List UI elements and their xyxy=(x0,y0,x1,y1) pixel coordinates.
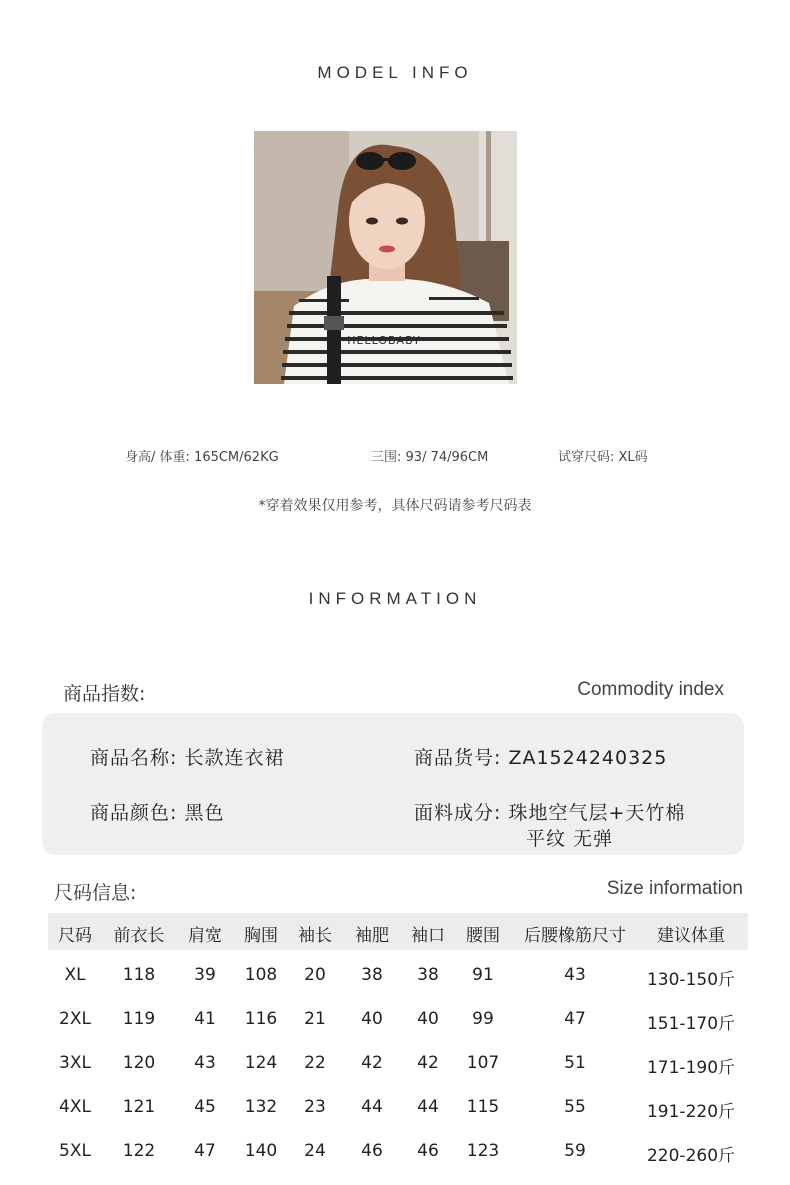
table-header-cell: 建议体重 xyxy=(657,926,725,946)
table-cell-size: 2XL xyxy=(59,1009,91,1029)
table-cell: 55 xyxy=(564,1097,586,1117)
table-cell-size: 5XL xyxy=(59,1141,91,1161)
table-cell: 43 xyxy=(194,1053,216,1073)
fit-note: *穿着效果仅用参考，具体尺码请参考尺码表 xyxy=(258,498,532,514)
model-info-title: MODEL INFO xyxy=(317,63,473,82)
table-header-cell: 后腰橡筋尺寸 xyxy=(524,926,626,946)
table-header-cell: 袖口 xyxy=(411,926,445,946)
table-header-cell: 袖长 xyxy=(298,926,332,946)
table-cell: 151-170斤 xyxy=(646,1014,736,1034)
table-cell: 22 xyxy=(304,1053,326,1073)
table-cell: 130-150斤 xyxy=(646,970,736,990)
table-cell: 123 xyxy=(466,1141,500,1161)
table-cell-size: XL xyxy=(64,965,86,985)
product-sku-value: ZA1524240325 xyxy=(508,747,668,769)
table-cell: 132 xyxy=(244,1097,278,1117)
table-cell: 171-190斤 xyxy=(646,1058,736,1078)
table-cell: 40 xyxy=(417,1009,439,1029)
table-cell: 107 xyxy=(466,1053,500,1073)
information-title: INFORMATION xyxy=(308,589,482,608)
table-cell: 220-260斤 xyxy=(646,1146,736,1166)
table-cell: 40 xyxy=(361,1009,383,1029)
table-cell: 44 xyxy=(361,1097,383,1117)
measure-value: XL码 xyxy=(618,450,648,465)
table-cell: 24 xyxy=(304,1141,326,1161)
table-cell-size: 3XL xyxy=(59,1053,91,1073)
table-cell: 46 xyxy=(417,1141,439,1161)
measure-label: 试穿尺码: xyxy=(558,450,615,465)
product-fabric-value: 珠地空气层+天竹棉 xyxy=(508,802,686,824)
table-cell: 39 xyxy=(194,965,216,985)
table-header-cell: 胸围 xyxy=(244,926,278,946)
table-cell: 121 xyxy=(122,1097,156,1117)
measure-label: 三围: xyxy=(371,450,402,465)
table-cell: 46 xyxy=(361,1141,383,1161)
table-cell: 122 xyxy=(122,1141,156,1161)
table-cell: 23 xyxy=(304,1097,326,1117)
table-cell: 108 xyxy=(244,965,278,985)
shirt-print-text: HELLOBABY xyxy=(347,334,421,347)
table-cell: 191-220斤 xyxy=(646,1102,736,1122)
table-header-cell: 尺码 xyxy=(58,926,92,946)
measure-label: 身高/ 体重: xyxy=(125,450,190,465)
table-cell: 47 xyxy=(564,1009,586,1029)
table-cell: 119 xyxy=(122,1009,156,1029)
table-cell: 20 xyxy=(304,965,326,985)
table-cell: 118 xyxy=(122,965,156,985)
table-cell: 21 xyxy=(304,1009,326,1029)
product-sku-label: 商品货号: xyxy=(414,747,502,769)
commodity-label: 商品指数: xyxy=(63,683,146,705)
table-cell: 38 xyxy=(417,965,439,985)
table-cell: 99 xyxy=(472,1009,494,1029)
table-header-cell: 腰围 xyxy=(466,926,500,946)
product-name-label: 商品名称: xyxy=(90,747,178,769)
table-cell: 115 xyxy=(466,1097,500,1117)
measure-value: 93/ 74/96CM xyxy=(405,450,489,465)
product-fabric-label: 面料成分: xyxy=(414,802,502,824)
table-cell: 43 xyxy=(564,965,586,985)
table-cell: 124 xyxy=(244,1053,278,1073)
product-color-label: 商品颜色: xyxy=(90,802,178,824)
table-cell: 44 xyxy=(417,1097,439,1117)
size-info-en-label: Size information xyxy=(606,878,743,899)
table-cell: 51 xyxy=(564,1053,586,1073)
table-cell: 41 xyxy=(194,1009,216,1029)
table-cell: 42 xyxy=(361,1053,383,1073)
table-cell: 42 xyxy=(417,1053,439,1073)
table-cell: 120 xyxy=(122,1053,156,1073)
table-cell-size: 4XL xyxy=(59,1097,91,1117)
commodity-en-label: Commodity index xyxy=(577,679,724,700)
table-cell: 45 xyxy=(194,1097,216,1117)
measure-value: 165CM/62KG xyxy=(194,450,279,465)
table-cell: 59 xyxy=(564,1141,586,1161)
product-fabric-value-line2: 平纹 无弹 xyxy=(526,828,614,850)
table-cell: 140 xyxy=(244,1141,278,1161)
table-cell: 91 xyxy=(472,965,494,985)
size-info-label: 尺码信息: xyxy=(54,882,137,904)
table-header-cell: 袖肥 xyxy=(355,926,389,946)
product-name-value: 长款连衣裙 xyxy=(184,747,285,769)
table-cell: 38 xyxy=(361,965,383,985)
table-cell: 116 xyxy=(244,1009,278,1029)
table-cell: 47 xyxy=(194,1141,216,1161)
product-color-value: 黑色 xyxy=(184,802,225,824)
table-header-cell: 肩宽 xyxy=(188,926,222,946)
table-header-cell: 前衣长 xyxy=(113,926,165,946)
